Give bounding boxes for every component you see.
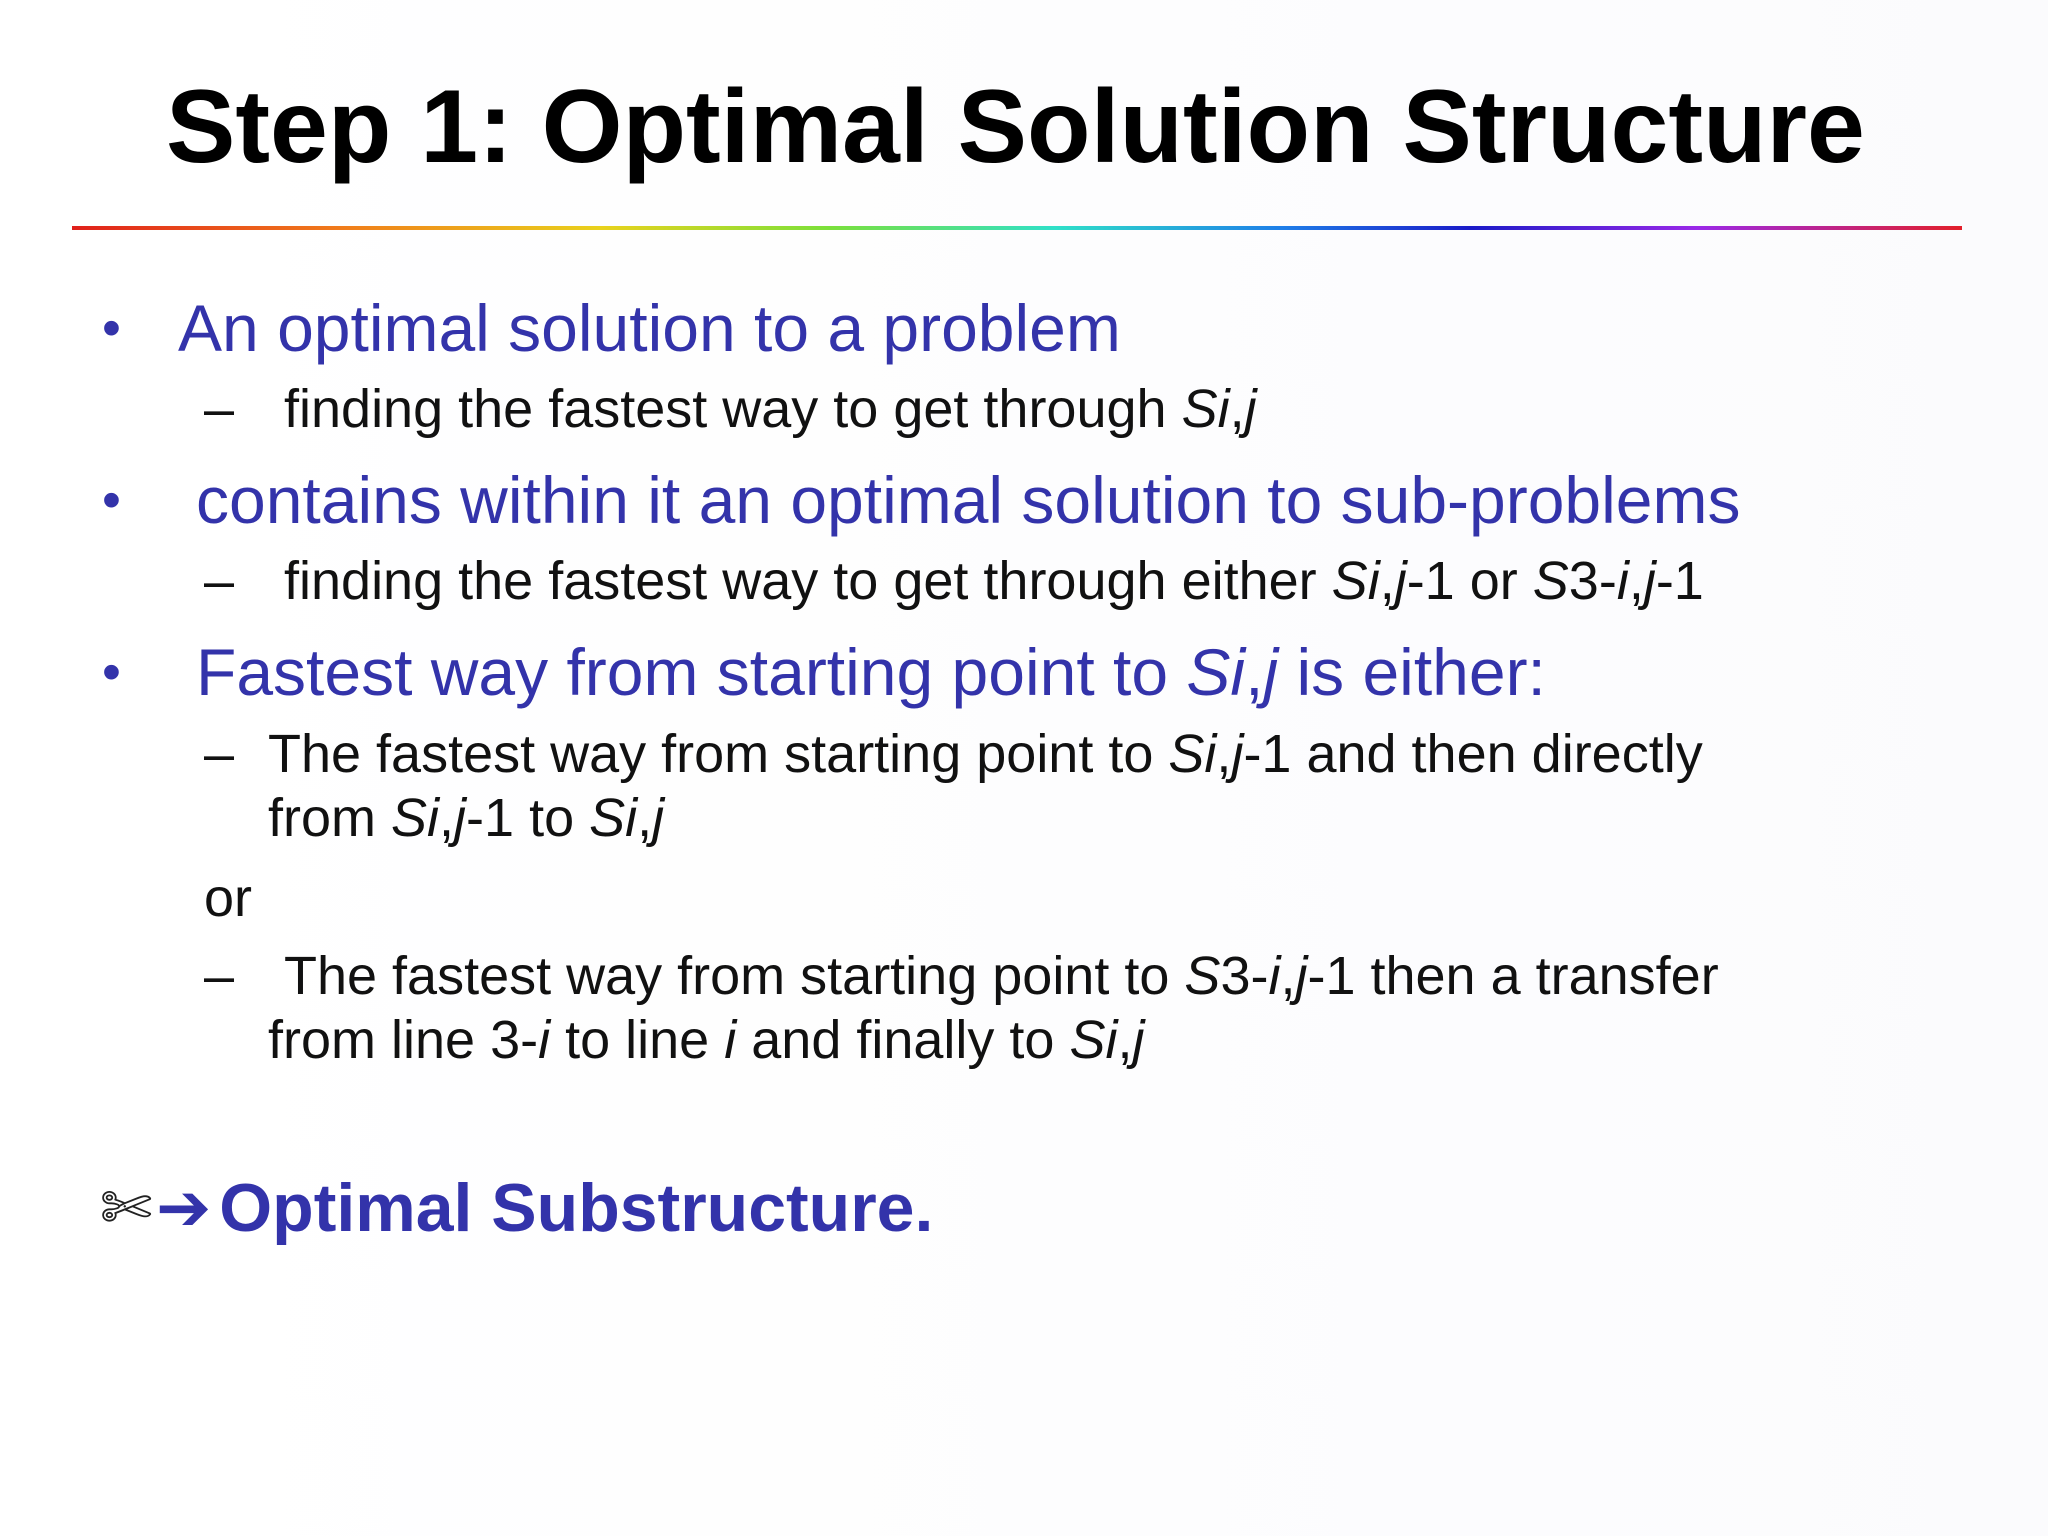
bullet-dot: •: [102, 470, 121, 530]
var-j: j: [1394, 551, 1407, 611]
option-1-line-1: The fastest way from starting point to Si,j-1 and then directly: [268, 724, 1703, 784]
var-i: i: [538, 1010, 551, 1070]
bullet-text-part: Fastest way from starting point to: [196, 635, 1169, 709]
var-i: i: [724, 1010, 737, 1070]
var-s: S: [1532, 551, 1569, 611]
var-s: Si: [1069, 1010, 1118, 1070]
var-j: j: [1643, 551, 1656, 611]
sub-text: from: [268, 788, 376, 848]
var-s: Si: [1181, 379, 1230, 439]
slide-title: Step 1: Optimal Solution Structure: [166, 69, 1865, 185]
sub-text: -1 or: [1406, 551, 1518, 611]
sub-text: from line 3-: [268, 1010, 539, 1070]
or-label: or: [204, 868, 253, 928]
sub-dash: –: [204, 946, 235, 1006]
var-s: Si: [589, 788, 638, 848]
var-s: Si: [391, 788, 440, 848]
var-j: j: [652, 788, 665, 848]
option-1-line-2: from Si,j-1 to Si,j: [268, 788, 665, 848]
var-s: Si: [1186, 635, 1246, 709]
sub-text: to line: [565, 1010, 710, 1070]
sub-text: The fastest way from starting point to: [268, 724, 1154, 784]
bullet-2-sub: finding the fastest way to get through either Si,j-1 or S3-i,j-1: [284, 551, 1704, 611]
sub-text: The fastest way from starting point to: [284, 946, 1170, 1006]
sub-text: -1: [1655, 551, 1704, 611]
conclusion-text: Optimal Substructure.: [219, 1170, 934, 1246]
var-j: j: [1295, 946, 1308, 1006]
var-j: j: [454, 788, 467, 848]
arrow-right-icon: ➔: [155, 1169, 212, 1246]
bullet-text-part: is either:: [1296, 635, 1546, 709]
bullet-1-sub: finding the fastest way to get through Si,j: [284, 379, 1257, 439]
var-j: j: [1132, 1010, 1145, 1070]
sub-text: and finally to: [751, 1010, 1055, 1070]
bullet-2-text: contains within it an optimal solution to sub-problems: [196, 463, 1741, 537]
sub-dash: –: [204, 551, 235, 611]
sub-text: -1 to: [466, 788, 575, 848]
var-j: j: [1231, 724, 1244, 784]
var-s: S: [1184, 946, 1221, 1006]
conclusion: [100, 1166, 933, 1250]
option-2-line-2: from line 3-i to line i and finally to Si,j: [268, 1010, 1145, 1070]
option-2-line-1: The fastest way from starting point to S3-i,j-1 then a transfer: [284, 946, 1719, 1006]
sub-text: -1 and then directly: [1243, 724, 1703, 784]
var-s: Si: [1168, 724, 1217, 784]
sub-text: 3-: [1568, 551, 1617, 611]
bullet-1-text: An optimal solution to a problem: [178, 291, 1121, 365]
var-i: i: [1268, 946, 1281, 1006]
scissors-icon: ✄: [100, 1171, 152, 1244]
bullet-3-text: Fastest way from starting point to Si,j is either:: [196, 635, 1546, 709]
var-s: Si: [1331, 551, 1380, 611]
var-j: j: [1263, 635, 1279, 709]
sub-text: finding the fastest way to get through either: [284, 551, 1317, 611]
var-i: i: [1616, 551, 1629, 611]
bullet-dot: •: [102, 642, 121, 702]
sub-text: finding the fastest way to get through: [284, 379, 1167, 439]
var-j: j: [1244, 379, 1257, 439]
sub-text: 3-: [1220, 946, 1269, 1006]
sub-dash: –: [204, 724, 235, 784]
bullet-dot: •: [102, 298, 121, 358]
sub-text: -1 then a transfer: [1307, 946, 1719, 1006]
title-divider: [72, 226, 1962, 230]
sub-dash: –: [204, 379, 235, 439]
